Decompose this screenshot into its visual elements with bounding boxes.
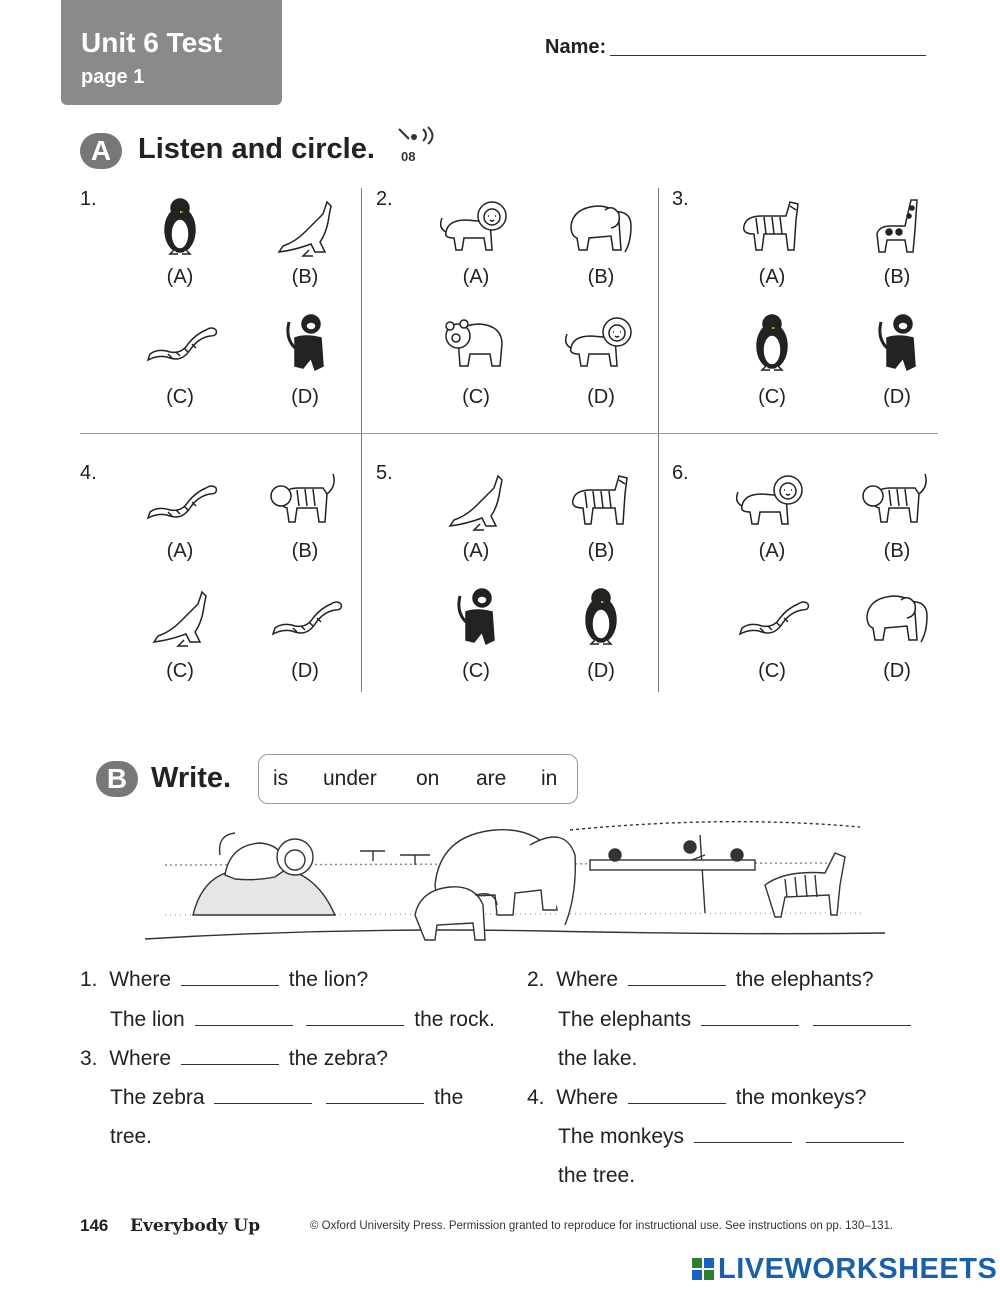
lion-icon (732, 466, 812, 536)
kangaroo-icon (265, 192, 345, 262)
zebra-icon (561, 466, 641, 536)
answer-3-cont: tree. (110, 1125, 153, 1148)
lion-icon (436, 192, 516, 262)
option-a[interactable]: (A) (758, 540, 786, 562)
option-a[interactable]: (A) (462, 266, 490, 288)
answer-3: The zebra the (110, 1086, 464, 1109)
brand-name: Everybody Up (130, 1216, 261, 1236)
word-bank (258, 754, 578, 804)
answer-2-cont: the lake. (558, 1047, 638, 1070)
option-b[interactable]: (B) (587, 266, 615, 288)
option-c[interactable]: (C) (166, 660, 194, 682)
kangaroo-icon (140, 582, 220, 652)
page-number: 146 (80, 1216, 109, 1235)
monkey-icon (436, 582, 516, 652)
safari-scene-illustration (145, 815, 885, 950)
option-d[interactable]: (D) (587, 386, 615, 408)
item-number: 6. (672, 462, 689, 484)
answer-2: The elephants (558, 1008, 915, 1032)
ground-line (145, 930, 885, 939)
tree-with-monkeys (570, 822, 860, 913)
zebra-icon (732, 192, 812, 262)
name-input-line[interactable] (610, 55, 926, 56)
acacia-tree (360, 851, 385, 861)
audio-track[interactable] (395, 125, 441, 167)
track-number: 08 (401, 149, 416, 164)
option-d[interactable]: (D) (883, 386, 911, 408)
unit-title: Unit 6 Test (81, 27, 223, 58)
section-a-badge: A (80, 133, 122, 169)
answer-1: The lion the rock. (110, 1008, 495, 1031)
option-d[interactable]: (D) (883, 660, 911, 682)
option-b[interactable]: (B) (883, 540, 911, 562)
item-number: 1. (80, 188, 97, 210)
question-1: 1. Where the lion? (80, 968, 369, 991)
option-d[interactable]: (D) (587, 660, 615, 682)
name-label: Name: (545, 36, 607, 58)
liveworksheets-watermark: LIVEWORKSHEETS (718, 1253, 998, 1285)
answer-4-cont: the tree. (558, 1164, 636, 1187)
item-number: 3. (672, 188, 689, 210)
copyright-notice: © Oxford University Press. Permission granted to reproduce for instructional use. See instructions on pp. 130–131. (310, 1220, 894, 1232)
snake-icon (732, 582, 812, 652)
monkey-icon (265, 308, 345, 378)
word-bank-item: under (323, 767, 377, 790)
grid-divider (361, 188, 362, 692)
answer-blank[interactable] (701, 1009, 799, 1026)
lion-on-rock (220, 833, 313, 880)
answer-blank[interactable] (214, 1087, 312, 1104)
acacia-tree (400, 855, 430, 865)
word-bank-item: in (541, 767, 558, 790)
snake-icon (140, 308, 220, 378)
answer-blank[interactable] (326, 1087, 424, 1104)
monkey-icon (857, 308, 937, 378)
page-label: page 1 (81, 66, 145, 88)
section-b-badge: B (96, 761, 138, 797)
item-number: 2. (376, 188, 393, 210)
answer-blank[interactable] (181, 969, 279, 986)
giraffe-icon (857, 192, 937, 262)
answer-blank[interactable] (813, 1009, 911, 1026)
option-a[interactable]: (A) (166, 266, 194, 288)
answer-blank[interactable] (181, 1048, 279, 1065)
option-c[interactable]: (C) (758, 660, 786, 682)
lion-icon (561, 308, 641, 378)
section-b-title: Write. (151, 762, 232, 794)
answer-4: The monkeys (558, 1125, 908, 1149)
section-a-title: Listen and circle. (138, 133, 375, 165)
option-c[interactable]: (C) (166, 386, 194, 408)
grid-divider (80, 433, 938, 434)
option-d[interactable]: (D) (291, 386, 319, 408)
liveworksheets-logo-icon (692, 1258, 714, 1282)
option-b[interactable]: (B) (291, 540, 319, 562)
penguin-icon (140, 192, 220, 262)
option-a[interactable]: (A) (758, 266, 786, 288)
option-b[interactable]: (B) (587, 540, 615, 562)
question-4: 4. Where the monkeys? (527, 1086, 867, 1109)
snake-icon (140, 466, 220, 536)
option-c[interactable]: (C) (462, 386, 490, 408)
kangaroo-icon (436, 466, 516, 536)
option-a[interactable]: (A) (166, 540, 194, 562)
penguin-icon (561, 582, 641, 652)
snake-icon (265, 582, 345, 652)
option-c[interactable]: (C) (462, 660, 490, 682)
answer-blank[interactable] (694, 1126, 792, 1143)
item-number: 5. (376, 462, 393, 484)
tiger-icon (265, 466, 345, 536)
grid-divider (658, 188, 659, 692)
elephant-icon (561, 192, 641, 262)
answer-blank[interactable] (628, 969, 726, 986)
option-b[interactable]: (B) (883, 266, 911, 288)
option-c[interactable]: (C) (758, 386, 786, 408)
question-3: 3. Where the zebra? (80, 1047, 388, 1070)
penguin-icon (732, 308, 812, 378)
item-number: 4. (80, 462, 97, 484)
word-bank-item: are (476, 767, 507, 790)
answer-blank[interactable] (628, 1087, 726, 1104)
option-b[interactable]: (B) (291, 266, 319, 288)
answer-blank[interactable] (195, 1009, 293, 1026)
answer-blank[interactable] (806, 1126, 904, 1143)
unit-title-tab (61, 0, 282, 105)
word-bank-item: is (273, 767, 289, 790)
question-2: 2. Where the elephants? (527, 968, 874, 991)
bear-icon (436, 308, 516, 378)
cd-audio-icon (395, 125, 441, 167)
tiger-icon (857, 466, 937, 536)
option-a[interactable]: (A) (462, 540, 490, 562)
answer-blank[interactable] (306, 1009, 404, 1026)
word-bank-item: on (416, 767, 440, 790)
option-d[interactable]: (D) (291, 660, 319, 682)
elephant-icon (857, 582, 937, 652)
